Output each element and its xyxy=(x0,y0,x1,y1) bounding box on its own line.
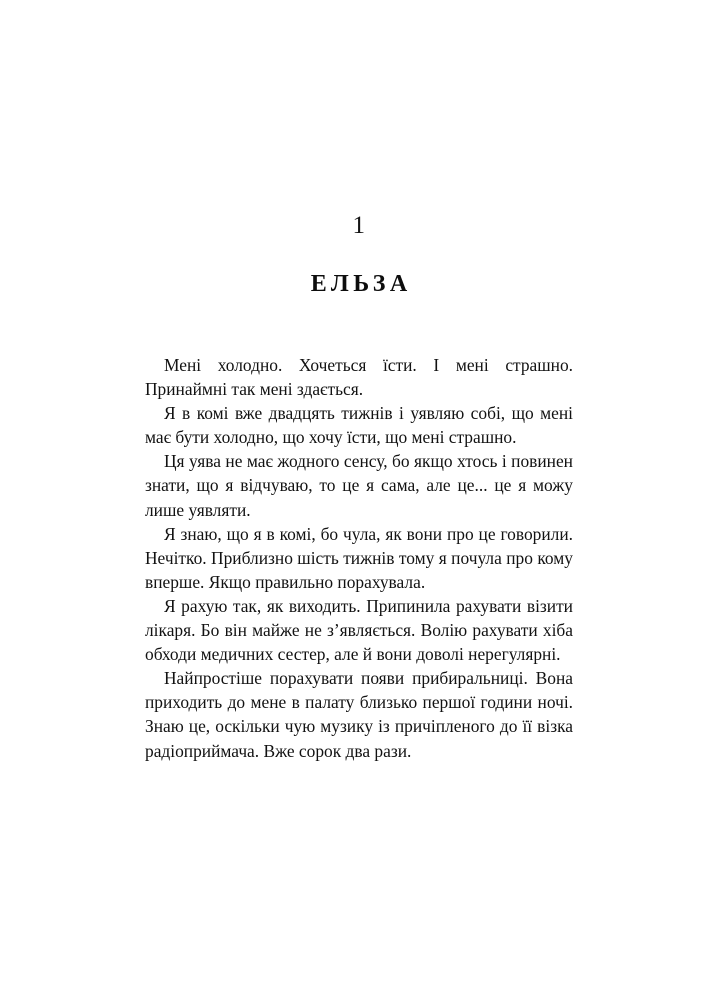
paragraph: Я знаю, що я в комі, бо чула, як вони про це говорили. Нечітко. Приблизно шість тижнів тому я почула про кому вперше. Якщо правильно порахувала. xyxy=(145,523,573,592)
page-content xyxy=(145,0,573,763)
paragraph: Я рахую так, як виходить. Припинила рахувати візити лікаря. Бо він майже не з’являється. Волію рахувати хіба обходи медичних сестер, але й вони доволі нерегулярні. xyxy=(145,595,573,665)
body-text xyxy=(145,353,573,763)
paragraph: Найпростіше порахувати появи прибиральниці. Вона приходить до мене в палату близько першої години ночі. Знаю це, оскільки чую музику із причіпленого до її візка радіоприймача. Вже сорок два рази. xyxy=(145,668,573,761)
paragraph: Ця уява не має жодного сенсу, бо якщо хтось і повинен знати, що я відчуваю, то це я сама, але це... це я можу лише уявляти. xyxy=(145,451,573,520)
paragraph: Я в комі вже двадцять тижнів і уявляю собі, що мені має бути холодно, що хочу їсти, що мені страшно. xyxy=(145,403,573,448)
chapter-title: ЕЛЬЗА xyxy=(310,271,412,297)
paragraph: Мені холодно. Хочеться їсти. І мені страшно. Принаймні так мені здається. xyxy=(145,355,573,400)
chapter-number: 1 xyxy=(352,212,366,239)
